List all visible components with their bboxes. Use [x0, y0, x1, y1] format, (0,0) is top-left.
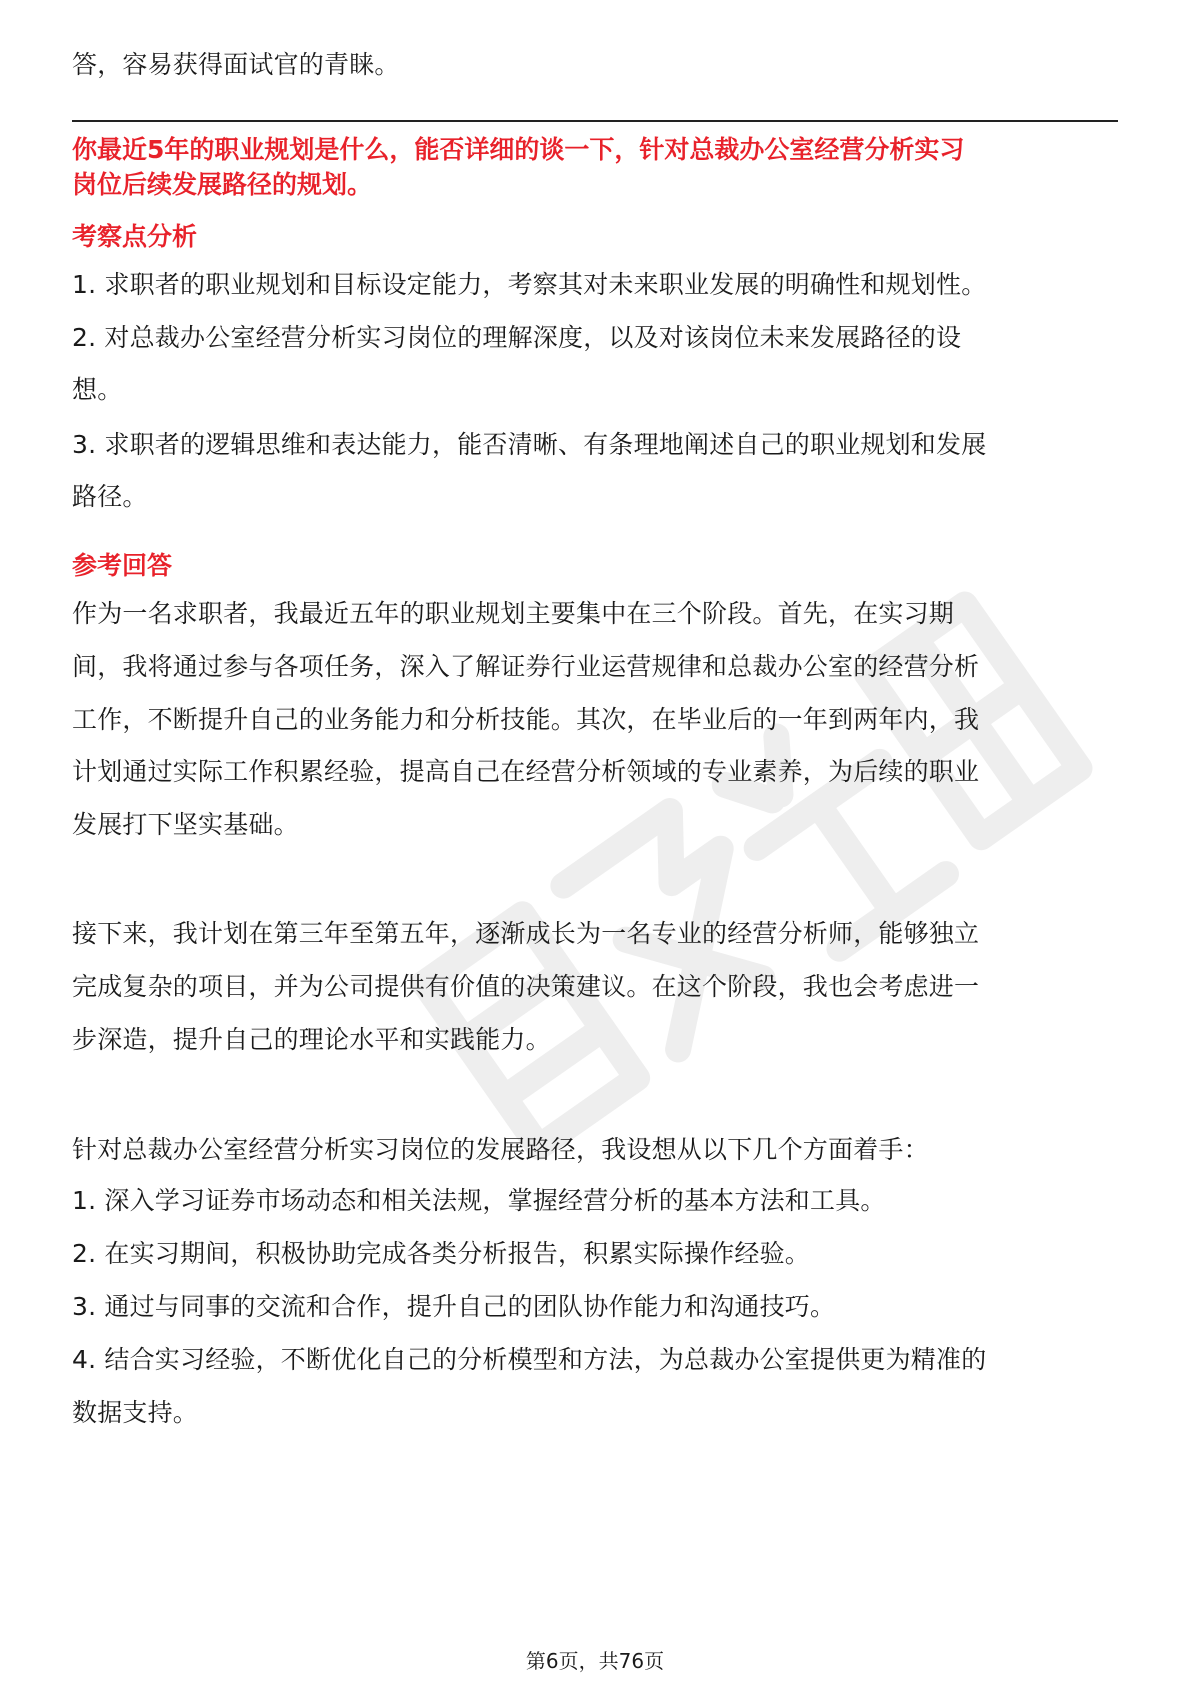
- answer-heading: 参考回答: [72, 551, 173, 580]
- answer-p1-line: 作为一名求职者，我最近五年的职业规划主要集中在三个阶段。首先，在实习期: [72, 599, 955, 628]
- answer-p2-line: 接下来，我计划在第三年至第五年，逐渐成长为一名专业的经营分析师，能够独立: [72, 919, 980, 948]
- answer-p3-line: 数据支持。: [72, 1398, 199, 1427]
- analysis-line: 2. 对总裁办公室经营分析实习岗位的理解深度，以及对该岗位未来发展路径的设: [72, 323, 962, 352]
- answer-p3-line: 3. 通过与同事的交流和合作，提升自己的团队协作能力和沟通技巧。: [72, 1292, 836, 1321]
- answer-p1-line: 计划通过实际工作积累经验，提高自己在经营分析领域的专业素养，为后续的职业: [72, 757, 980, 786]
- answer-p3-line: 针对总裁办公室经营分析实习岗位的发展路径，我设想从以下几个方面着手：: [72, 1135, 929, 1164]
- answer-p3-line: 1. 深入学习证券市场动态和相关法规，掌握经营分析的基本方法和工具。: [72, 1186, 886, 1215]
- analysis-line: 1. 求职者的职业规划和目标设定能力，考察其对未来职业发展的明确性和规划性。: [72, 270, 987, 299]
- answer-p2-line: 步深造，提升自己的理论水平和实践能力。: [72, 1025, 551, 1054]
- answer-p1-line: 工作，不断提升自己的业务能力和分析技能。其次，在毕业后的一年到两年内，我: [72, 705, 980, 734]
- analysis-heading: 考察点分析: [72, 222, 198, 251]
- analysis-line: 想。: [72, 375, 123, 404]
- answer-p1-line: 间，我将通过参与各项任务，深入了解证券行业运营规律和总裁办公室的经营分析: [72, 652, 980, 681]
- section-divider: [72, 120, 1118, 122]
- analysis-line: 3. 求职者的逻辑思维和表达能力，能否清晰、有条理地阐述自己的职业规划和发展: [72, 430, 987, 459]
- answer-p3-line: 2. 在实习期间，积极协助完成各类分析报告，积累实际操作经验。: [72, 1239, 811, 1268]
- page-number: 第6页，共76页: [525, 1649, 665, 1673]
- answer-p2-line: 完成复杂的项目，并为公司提供有价值的决策建议。在这个阶段，我也会考虑进一: [72, 972, 980, 1001]
- answer-p3-line: 4. 结合实习经验，不断优化自己的分析模型和方法，为总裁办公室提供更为精准的: [72, 1345, 987, 1374]
- question-line-2: 岗位后续发展路径的规划。: [72, 170, 373, 199]
- answer-p1-line: 发展打下坚实基础。: [72, 810, 299, 839]
- question-line-1: 你最近5年的职业规划是什么，能否详细的谈一下，针对总裁办公室经营分析实习: [72, 135, 965, 164]
- intro-tail-line: 答，容易获得面试官的青睐。: [72, 50, 400, 79]
- analysis-line: 路径。: [72, 482, 148, 511]
